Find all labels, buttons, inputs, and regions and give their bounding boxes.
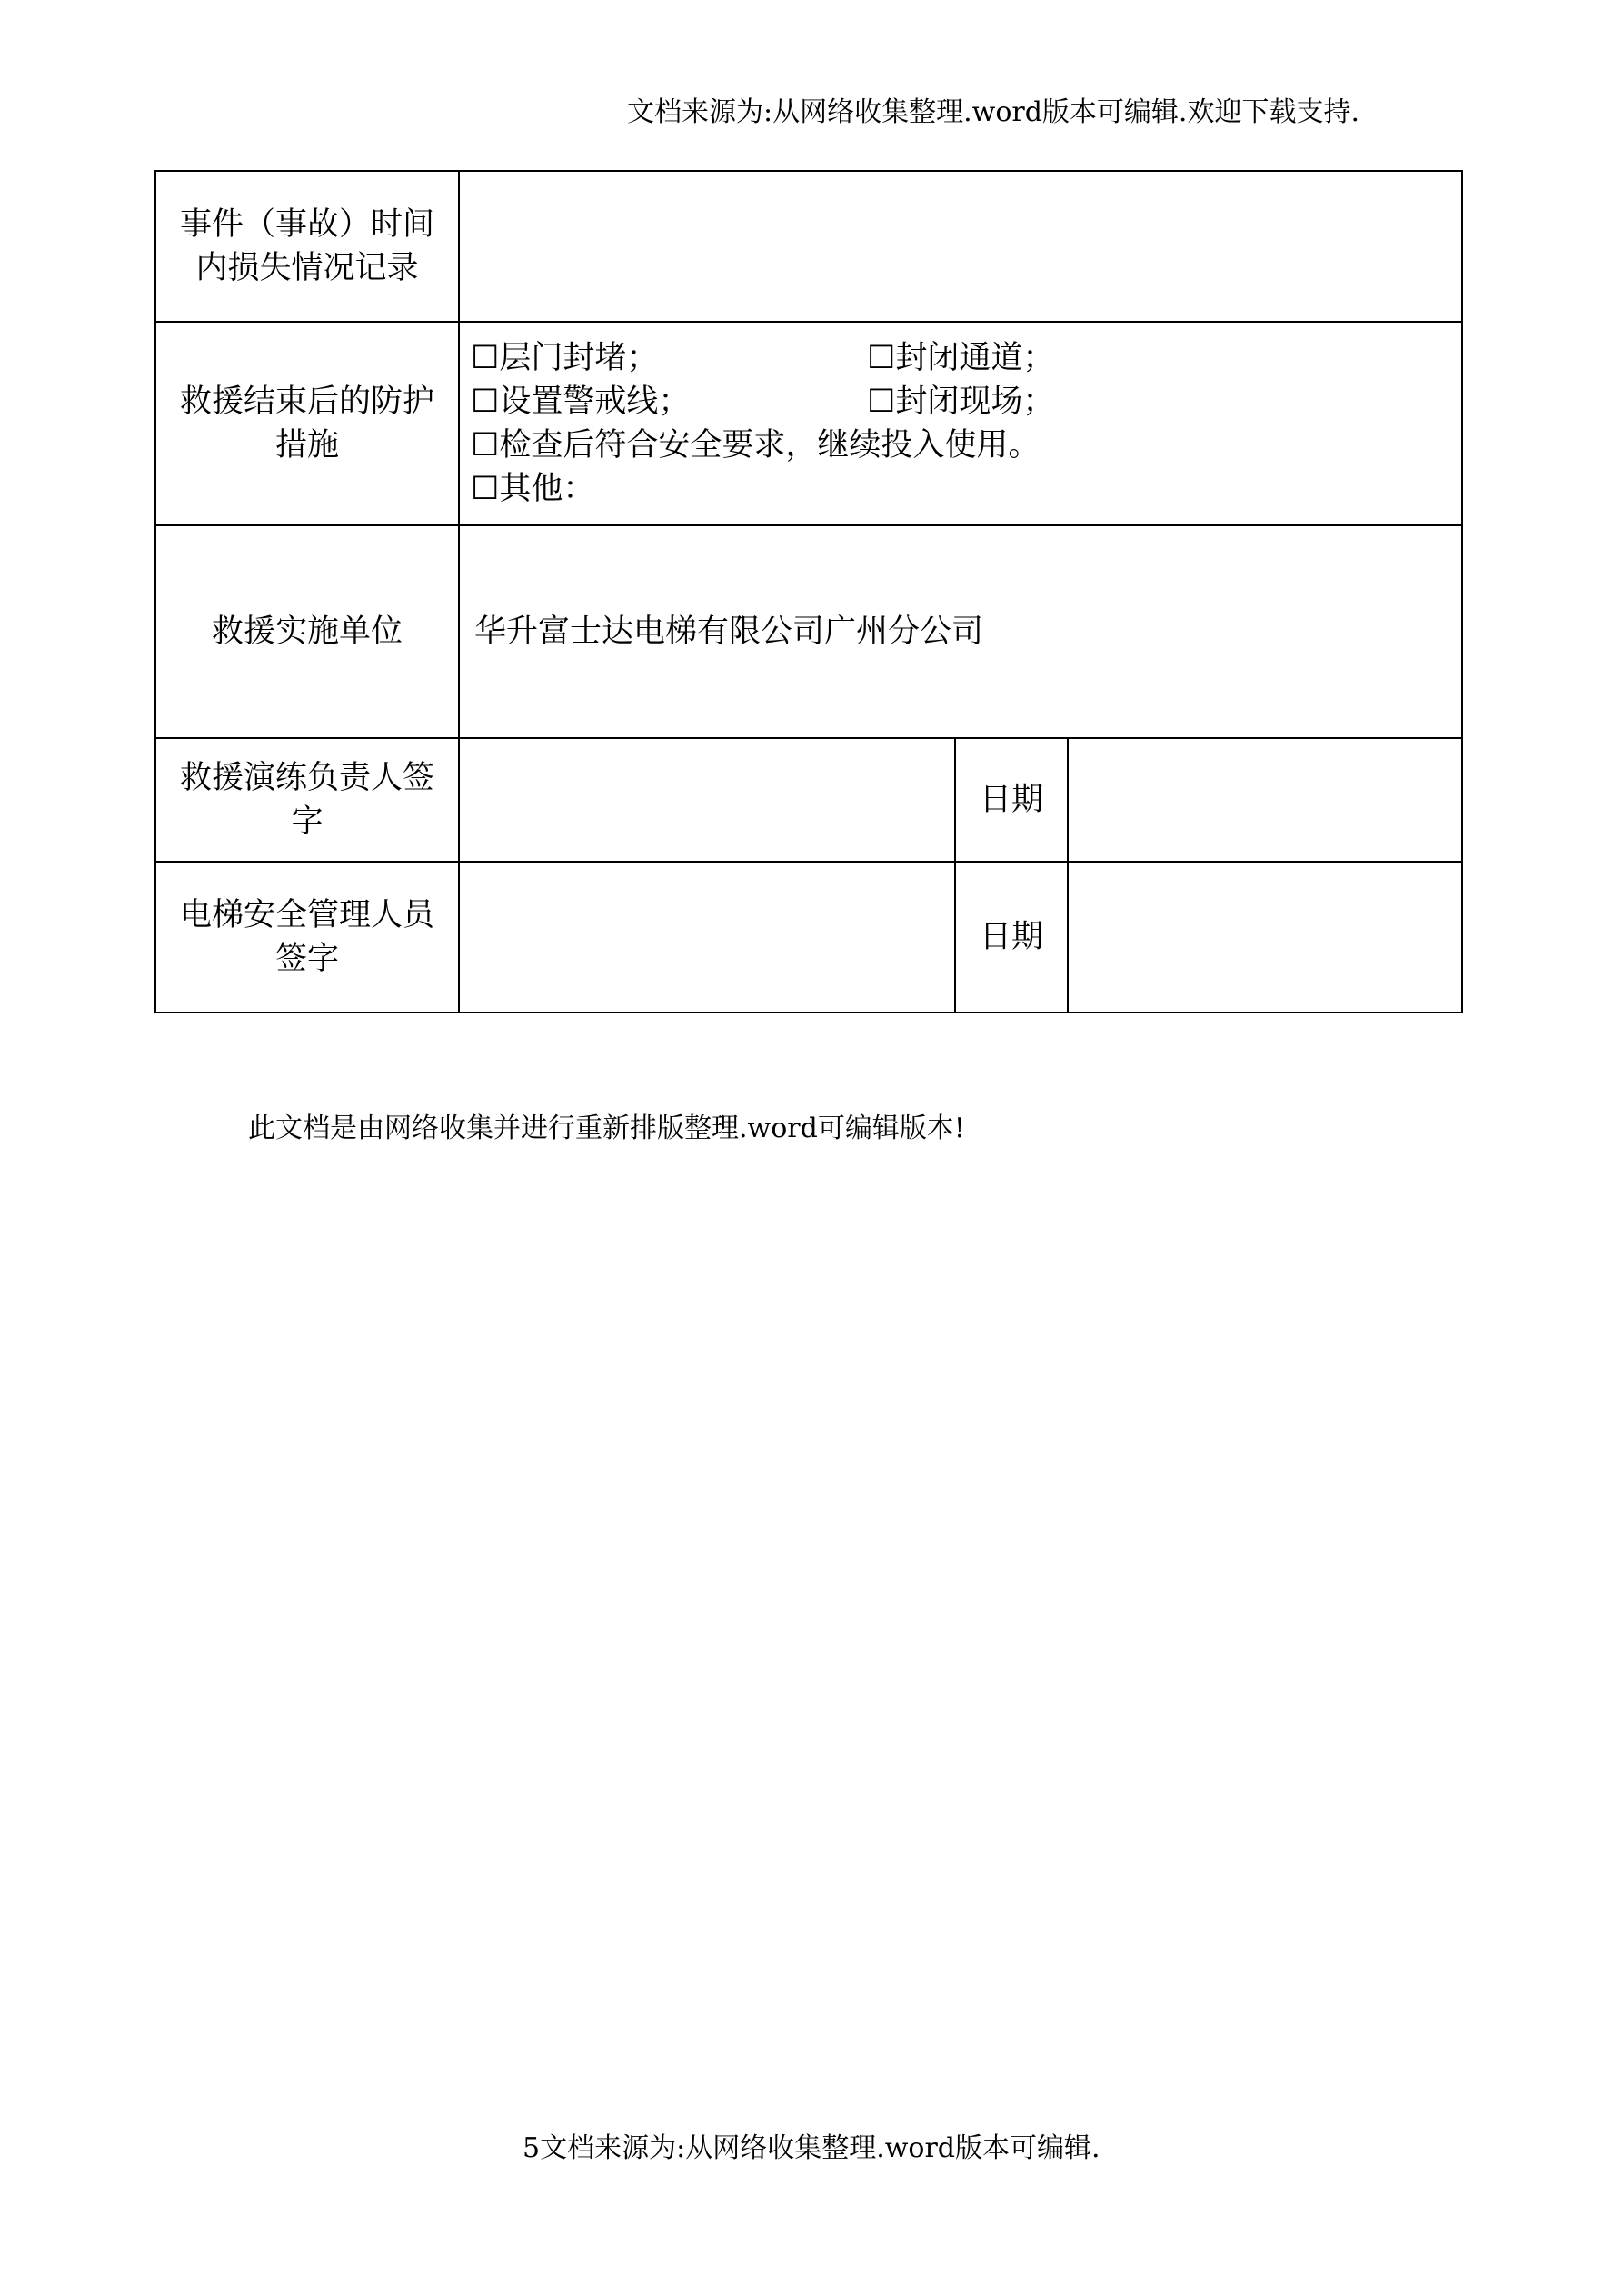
safety-date-value[interactable]	[1068, 862, 1462, 1013]
protection-options	[459, 322, 1462, 525]
option-inspection-ok[interactable]: ☐检查后符合安全要求，继续投入使用。	[471, 427, 1041, 464]
option-landing-door-blocked[interactable]: ☐层门封堵；	[471, 340, 659, 376]
page-footer: 5文档来源为:从网络收集整理.word版本可编辑.	[523, 2132, 1100, 2164]
drill-date-value[interactable]	[1068, 738, 1462, 862]
drill-date-label: 日期	[955, 738, 1068, 862]
protection-option-line-1	[471, 336, 1450, 380]
loss-record-value[interactable]	[459, 171, 1462, 322]
option-close-passage[interactable]: ☐封闭通道；	[867, 340, 1055, 376]
loss-record-row	[155, 171, 1462, 322]
protection-option-line-2	[471, 380, 1450, 424]
option-set-warning-line[interactable]: ☐设置警戒线；	[471, 384, 691, 420]
drill-leader-label: 救援演练负责人签字	[155, 738, 459, 862]
header-note: 文档来源为:从网络收集整理.word版本可编辑.欢迎下载支持.	[627, 96, 1360, 128]
loss-record-label: 事件（事故）时间内损失情况记录	[155, 171, 459, 322]
option-other[interactable]: ☐其他：	[471, 471, 595, 507]
option-close-scene[interactable]: ☐封闭现场；	[867, 384, 1055, 420]
drill-leader-signature[interactable]	[459, 738, 955, 862]
unit-label: 救援实施单位	[155, 525, 459, 738]
drill-leader-row	[155, 738, 1462, 862]
unit-row	[155, 525, 1462, 738]
unit-value: 华升富士达电梯有限公司广州分公司	[459, 525, 1462, 738]
rescue-record-table	[154, 170, 1463, 1013]
protection-label: 救援结束后的防护措施	[155, 322, 459, 525]
safety-manager-label: 电梯安全管理人员签字	[155, 862, 459, 1013]
safety-manager-row	[155, 862, 1462, 1013]
safety-manager-signature[interactable]	[459, 862, 955, 1013]
footer-note: 此文档是由网络收集并进行重新排版整理.word可编辑版本!	[248, 1113, 965, 1144]
protection-row	[155, 322, 1462, 525]
safety-date-label: 日期	[955, 862, 1068, 1013]
